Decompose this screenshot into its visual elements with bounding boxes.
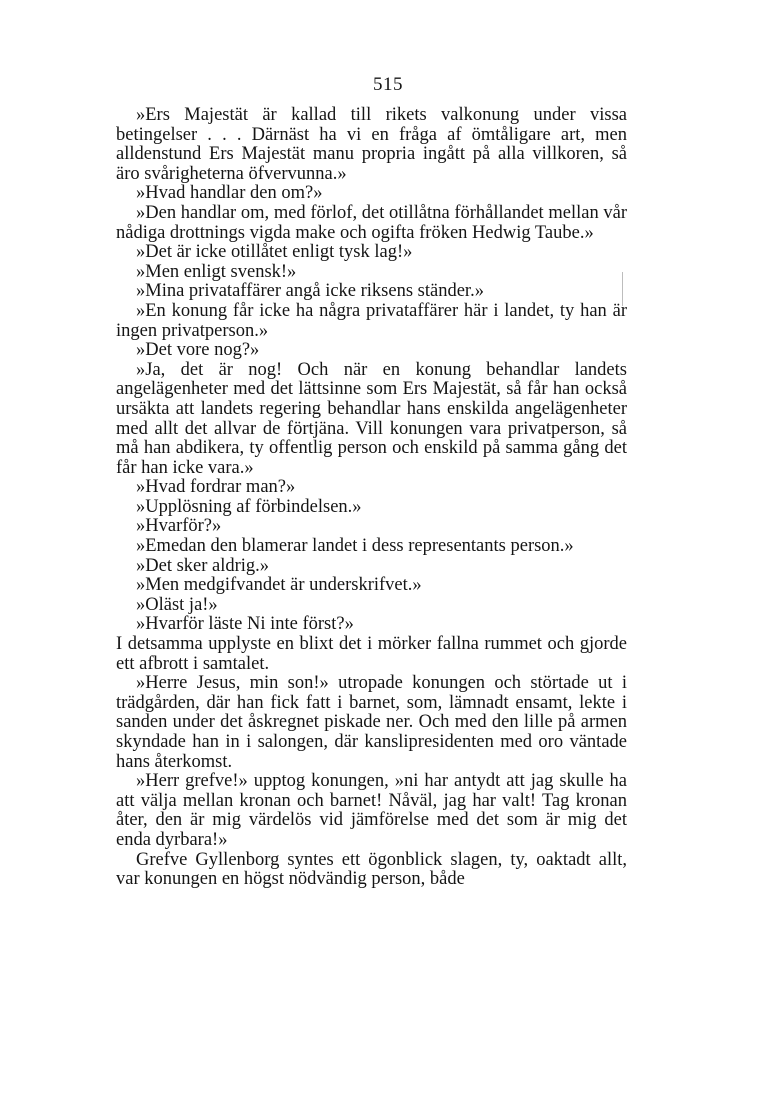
paragraph: Grefve Gyllenborg syntes ett ögonblick slagen, ty, oaktadt allt, var konungen en högst nödvändig person, både <box>116 849 627 890</box>
paragraph: »Men medgifvandet är underskrifvet.» <box>136 575 422 596</box>
paragraph: »Det sker aldrig.» <box>136 555 270 576</box>
paragraph: »Oläst ja!» <box>136 594 218 615</box>
paragraph: »Men enligt svensk!» <box>136 261 297 282</box>
paragraph: »Mina privataffärer angå icke riksens ständer.» <box>136 281 484 302</box>
paragraph: »Hvad fordrar man?» <box>136 477 296 498</box>
body-text <box>116 106 627 890</box>
paragraph: »Ja, det är nog! Och när en konung behandlar landets angelägenheter med det lättsinne som Ers Majestät, så får han också ursäkta att landets regering behandlar hans enskilda angelägenheter med allt det allvar de förtjäna. Vill konungen vara privatperson, så må han abdikera, ty offentlig person och enskild på samma gång det får han icke vara.» <box>116 359 627 478</box>
paragraph: I detsamma upplyste en blixt det i mörker fallna rummet och gjorde ett afbrott i samtalet. <box>116 634 627 674</box>
paragraph: »Det vore nog?» <box>136 340 260 361</box>
paragraph: »Herre Jesus, min son!» utropade konungen och störtade ut i trädgården, där han fick fatt i barnet, som, lämnadt ensamt, lekte i sanden under det åskregnet piskade ner. Och med den lille på armen skyndade han in i salongen, där kanslipresidenten med oro väntade hans återkomst. <box>116 673 627 772</box>
paragraph: »Det är icke otillåtet enligt tysk lag!» <box>136 242 413 263</box>
paragraph: »Hvarför?» <box>136 516 222 537</box>
paragraph: »Emedan den blamerar landet i dess representants person.» <box>136 536 574 557</box>
paragraph: »Herr grefve!» upptog konungen, »ni har antydt att jag skulle ha att välja mellan kronan och barnet! Nåväl, jag har valt! Tag kronan åter, den är mig värdelös vid jämförelse med det som är mig det enda dyrbara!» <box>116 771 627 850</box>
paragraph: »En konung får icke ha några privataffärer här i landet, ty han är ingen privatperson.» <box>116 300 627 341</box>
paragraph: »Upplösning af förbindelsen.» <box>136 496 362 517</box>
paragraph: »Hvad handlar den om?» <box>136 183 323 204</box>
paragraph: »Hvarför läste Ni inte först?» <box>136 614 354 635</box>
paragraph: »Den handlar om, med förlof, det otillåtna förhållandet mellan vår nådiga drottnings vigda make och ogifta fröken Hedwig Taube.» <box>116 202 627 243</box>
page-number: 515 <box>373 74 403 95</box>
paragraph: »Ers Majestät är kallad till rikets valkonung under vissa betingelser . . . Därnäst ha vi en fråga af ömtåligare art, men alldenstund Ers Majestät manu propria ingått på alla villkoren, så äro svårigheterna öfvervunna.» <box>116 105 627 184</box>
